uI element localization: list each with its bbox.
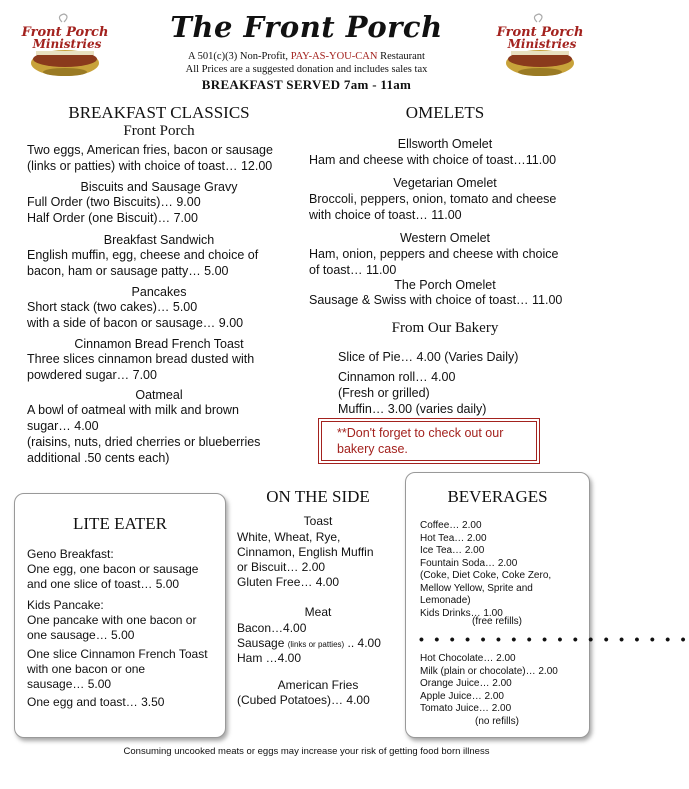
item-french-toast-desc: Three slices cinnamon bread dusted with powdered sugar… 7.00: [27, 352, 255, 382]
lite-eater-box: [14, 493, 226, 738]
side-sausage-price: .. 4.00: [344, 636, 381, 650]
bakery-heading: From Our Bakery: [391, 320, 499, 336]
omelet-porch-name: The Porch Omelet: [394, 278, 496, 292]
lite-kids-pancake: Kids Pancake: One pancake with one bacon or one sausage… 5.00: [27, 598, 197, 642]
item-pancakes-desc: Short stack (two cakes)… 5.00 with a side of bacon or sausage… 9.00: [27, 300, 244, 330]
side-sausage-note: (links or patties): [287, 640, 345, 649]
item-sandwich-name: Breakfast Sandwich: [103, 233, 215, 247]
side-fries-desc: (Cubed Potatoes)… 4.00: [237, 693, 370, 707]
beverages-no-refills: (no refills): [475, 716, 519, 727]
bakery-notice-box: [318, 418, 540, 464]
logo-text-ministries: Ministries: [507, 37, 577, 51]
omelet-porch-desc: Sausage & Swiss with choice of toast… 11.00: [309, 293, 563, 307]
item-oatmeal-name: Oatmeal: [135, 388, 183, 402]
side-sausage: [237, 636, 407, 652]
logo-text-front-porch: Front Porch: [21, 25, 109, 40]
beverages-cold: Coffee… 2.00 Hot Tea… 2.00 Ice Tea… 2.00 Fountain Soda… 2.00 (Coke, Diet Coke, Coke Zero, Mellow Yellow, Sprite and Lemonade) Kids Drinks… 1.00: [420, 520, 552, 619]
lite-eater-heading: LITE EATER: [73, 514, 167, 533]
side-sausage-label: Sausage: [237, 636, 288, 650]
omelet-western-desc: Ham, onion, peppers and cheese with choice of toast… 11.00: [309, 247, 559, 277]
omelet-ellsworth-desc: Ham and cheese with choice of toast…11.00: [309, 153, 557, 167]
logo-text-ministries: Ministries: [32, 37, 102, 51]
item-front-porch-desc: Two eggs, American fries, bacon or sausage (links or patties) with choice of toast… 12.00: [27, 143, 273, 173]
lite-geno: Geno Breakfast: One egg, one bacon or sausage and one slice of toast… 5.00: [27, 547, 199, 591]
bakery-pie: Slice of Pie… 4.00 (Varies Daily): [338, 350, 519, 364]
side-toast-desc: White, Wheat, Rye, Cinnamon, English Muffin or Biscuit… 2.00 Gluten Free… 4.00: [237, 530, 374, 589]
side-toast-title: Toast: [303, 514, 333, 528]
item-biscuits-name: Biscuits and Sausage Gravy: [80, 180, 238, 194]
nonprofit-line: [0, 51, 613, 62]
page-title: The Front Porch: [170, 10, 443, 44]
item-front-porch-name: Front Porch: [123, 123, 195, 139]
beverages-divider: • • • • • • • • • • • • • • • • • •: [419, 631, 689, 647]
side-meat-title: Meat: [304, 605, 332, 619]
lite-egg-toast: One egg and toast… 3.50: [27, 695, 165, 709]
omelet-vegetarian-name: Vegetarian Omelet: [393, 176, 497, 190]
pay-as-you-can: PAY-AS-YOU-CAN: [290, 51, 378, 62]
side-fries-title: American Fries: [277, 678, 359, 692]
beverages-heading: BEVERAGES: [447, 487, 548, 506]
on-the-side-heading: ON THE SIDE: [266, 487, 370, 506]
breakfast-hours: BREAKFAST SERVED 7am - 11am: [201, 77, 412, 92]
logo-text-front-porch: Front Porch: [496, 25, 584, 40]
item-biscuits-desc: Full Order (two Biscuits)… 9.00 Half Order (one Biscuit)… 7.00: [27, 195, 201, 225]
beverages-free-refills: (free refills): [472, 616, 523, 627]
item-pancakes-name: Pancakes: [131, 285, 187, 299]
omelet-western-name: Western Omelet: [399, 231, 491, 245]
item-oatmeal-desc: A bowl of oatmeal with milk and brown sugar… 4.00 (raisins, nuts, dried cherries or blueberries additional .50 cents each): [27, 403, 261, 465]
breakfast-classics-heading: BREAKFAST CLASSICS: [68, 103, 250, 122]
nonprofit-prefix: A 501(c)(3) Non-Profit,: [188, 51, 291, 62]
prices-note: All Prices are a suggested donation and includes sales tax: [185, 64, 428, 75]
bakery-notice-text: **Don't forget to check out our bakery case.: [337, 426, 504, 456]
nonprofit-suffix: Restaurant: [377, 51, 425, 62]
item-french-toast-name: Cinnamon Bread French Toast: [74, 337, 244, 351]
food-safety-footer: Consuming uncooked meats or eggs may increase your risk of getting food born illness: [123, 746, 490, 757]
beverages-box: [405, 472, 689, 738]
side-ham: Ham …4.00: [237, 651, 302, 665]
omelet-vegetarian-desc: Broccoli, peppers, onion, tomato and cheese with choice of toast… 11.00: [309, 192, 557, 222]
side-bacon: Bacon…4.00: [237, 621, 307, 635]
beverages-hot: Hot Chocolate… 2.00 Milk (plain or chocolate)… 2.00 Orange Juice… 2.00 Apple Juice… 2.00 Tomato Juice… 2.00: [420, 653, 558, 714]
item-sandwich-desc: English muffin, egg, cheese and choice of bacon, ham or sausage patty… 5.00: [27, 248, 259, 278]
omelet-ellsworth-name: Ellsworth Omelet: [397, 137, 493, 151]
lite-french-toast: One slice Cinnamon French Toast with one bacon or one sausage… 5.00: [27, 647, 208, 691]
bakery-other: Cinnamon roll… 4.00 (Fresh or grilled) Muffin… 3.00 (varies daily): [338, 370, 487, 416]
omelets-heading: OMELETS: [405, 103, 485, 122]
